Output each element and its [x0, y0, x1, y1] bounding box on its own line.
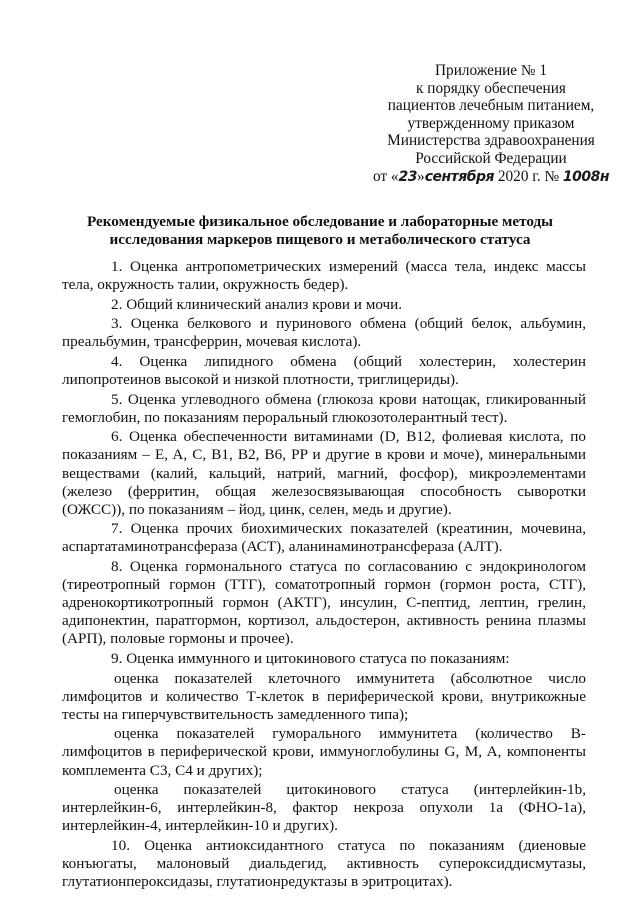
appendix-line-2: к порядку обеспечения — [416, 79, 566, 97]
sub-list-item: оценка показателей гуморального иммунитета (количество В-лимфоцитов в периферической крови, иммуноглобулины G, M, A, компоненты комплемента С3, С4 и других); — [62, 725, 586, 779]
appendix-line-5: Министерства здравоохранения — [387, 132, 595, 150]
list-item: 6. Оценка обеспеченности витаминами (D, B12, фолиевая кислота, по показаниям – E, A, C, B1, B2, B6, PP и другие в крови и моче), минеральными веществами (калий, кальций, натрий, магний, фосфор), микроэлементами (железо (ферритин, общая железосвязывающая способность сыворотки (ОЖСС)), по показаниям – йод, цинк, селен, медь и другие). — [62, 428, 586, 518]
handwritten-month: сентября — [424, 168, 495, 185]
handwritten-day: 23 — [398, 168, 418, 185]
appendix-line-1: Приложение № 1 — [435, 62, 547, 79]
list-item: 8. Оценка гормонального статуса по согласованию с эндокринологом (тиреотропный гормон (ТТГ), соматотропный гормон (гормон роста, СТГ), адренокортикотропный гормон (АКТГ), инсулин, С-пептид, лептин, грелин, адипонектин, паратгормон, кортизол, альдостерон, активность ренина плазмы (АРП), половые гормоны и прочее). — [62, 558, 586, 648]
date-prefix: от « — [372, 167, 399, 185]
sub-list-item: оценка показателей цитокинового статуса (интерлейкин-1b, интерлейкин-6, интерлейкин-8, фактор некроза опухоли 1а (ФНО-1а), интерлейкин-4, интерлейкин-10 и других). — [62, 781, 586, 835]
document-title — [70, 213, 570, 249]
order-date-line — [372, 168, 610, 187]
appendix-line-3: пациентов лечебным питанием, — [387, 97, 595, 115]
date-year: 2020 г. № — [494, 167, 563, 185]
appendix-line-6: Российской Федерации — [415, 149, 567, 167]
list-item: 3. Оценка белкового и пуринового обмена (общий белок, альбумин, преальбумин, трансферрин, мочевая кислота). — [62, 315, 586, 351]
date-mid: » — [417, 167, 425, 185]
list-item: 10. Оценка антиоксидантного статуса по показаниям (диеновые конъюгаты, малоновый диальдегид, активность супероксиддисмутазы, глутатионпероксидазы, глутатионредуктазы в эритроцитах). — [62, 836, 586, 891]
list-item: 7. Оценка прочих биохимических показателей (креатинин, мочевина, аспартатаминотрансфераза (АСТ), аланинаминотрансфераза (АЛТ). — [62, 520, 586, 556]
sub-list-item: оценка показателей клеточного иммунитета (абсолютное число лимфоцитов и количество Т-клеток в периферической крови, внутрикожные тесты на гиперчувствительность замедленного типа); — [62, 669, 586, 723]
appendix-header — [372, 62, 610, 186]
list-item: 4. Оценка липидного обмена (общий холестерин, холестерин липопротеинов высокой и низкой плотности, триглицериды). — [62, 352, 586, 389]
title-line-1: Рекомендуемые физикальное обследование и лабораторные методы — [86, 213, 554, 230]
handwritten-order-number: 1008н — [562, 168, 610, 185]
appendix-line-4: утвержденному приказом — [407, 114, 575, 132]
document-body — [62, 258, 586, 893]
list-item: 5. Оценка углеводного обмена (глюкоза крови натощак, гликированный гемоглобин, по показаниям пероральный глюкозотолерантный тест). — [62, 390, 586, 426]
list-item: 2. Общий клинический анализ крови и мочи. — [111, 295, 403, 313]
title-line-2: исследования маркеров пищевого и метаболического статуса — [109, 231, 531, 248]
list-item: 1. Оценка антропометрических измерений (масса тела, индекс массы тела, окружность талии, окружность бедер). — [62, 258, 586, 294]
list-item: 9. Оценка иммунного и цитокинового статуса по показаниям: — [111, 649, 510, 667]
